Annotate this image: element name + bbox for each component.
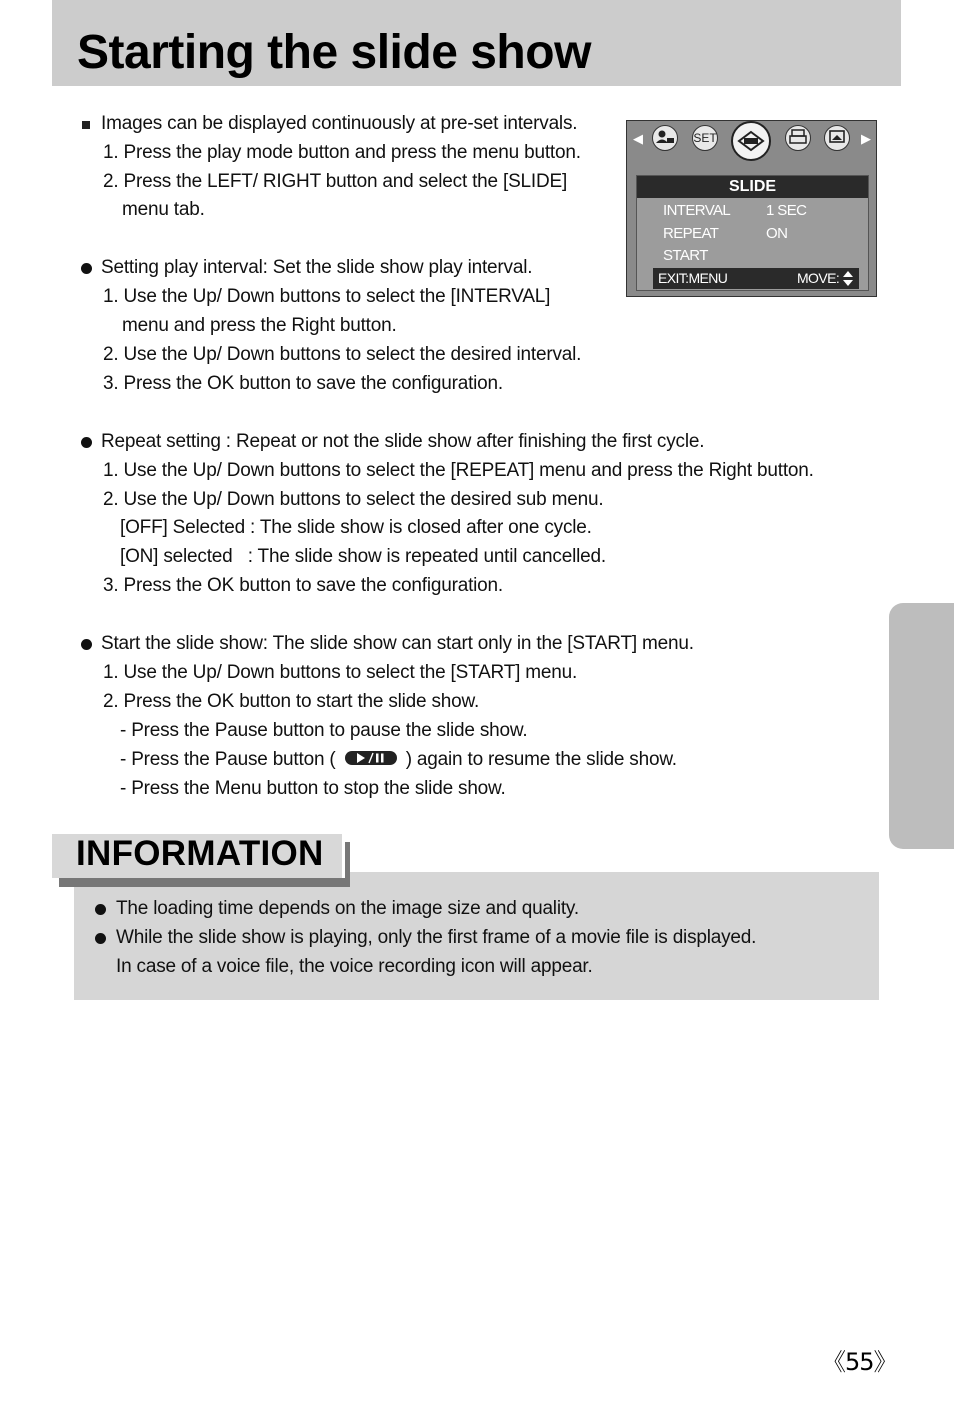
slide-menu-title: SLIDE: [637, 176, 868, 198]
repeat-step: 3. Press the OK button to save the configuration.: [103, 575, 503, 596]
camera-user-icon: [652, 125, 678, 151]
play-pause-icon: [345, 751, 397, 765]
left-arrow-icon: ◀: [633, 131, 643, 146]
side-tab: [889, 603, 954, 849]
start-step: 2. Press the OK button to start the slide show.: [103, 691, 480, 712]
round-bullet: [81, 437, 92, 448]
round-bullet: [81, 263, 92, 274]
exit-menu-label: EXIT:MENU: [658, 270, 728, 286]
title-bar: [52, 0, 901, 86]
interval-step: 1. Use the Up/ Down buttons to select the [INTERVAL]: [103, 286, 551, 307]
menu-option-start: START: [663, 247, 708, 264]
slide-menu-panel: [636, 175, 869, 291]
repeat-step: 2. Use the Up/ Down buttons to select the desired sub menu.: [103, 489, 604, 510]
repeat-on: [ON] selected : The slide show is repeated until cancelled.: [120, 546, 606, 567]
intro-step: 1. Press the play mode button and press the menu button.: [103, 142, 581, 163]
repeat-off: [OFF] Selected : The slide show is closed after one cycle.: [120, 517, 592, 538]
set-icon: SET: [692, 125, 718, 151]
interval-step: menu and press the Right button.: [122, 315, 397, 336]
menu-option-interval: INTERVAL: [663, 202, 731, 219]
interval-lead: Setting play interval: Set the slide show play interval.: [101, 257, 533, 278]
round-bullet: [81, 639, 92, 650]
square-bullet: [82, 121, 90, 129]
start-lead: Start the slide show: The slide show can start only in the [START] menu.: [101, 633, 694, 654]
interval-step: 3. Press the OK button to save the configuration.: [103, 373, 503, 394]
start-resume: [120, 749, 677, 771]
repeat-step: 1. Use the Up/ Down buttons to select the [REPEAT] menu and press the Right button.: [103, 460, 814, 481]
camera-lcd-screen: [626, 120, 877, 297]
intro-step: menu tab.: [122, 199, 205, 220]
print-icon: [785, 125, 811, 151]
round-bullet: [95, 904, 106, 915]
info-item: The loading time depends on the image size and quality.: [116, 898, 579, 919]
round-bullet: [95, 933, 106, 944]
lcd-footer: [653, 268, 859, 289]
intro-step: 2. Press the LEFT/ RIGHT button and select the [SLIDE]: [103, 171, 568, 192]
repeat-lead: Repeat setting : Repeat or not the slide show after finishing the first cycle.: [101, 431, 705, 452]
start-step: 1. Use the Up/ Down buttons to select the [START] menu.: [103, 662, 578, 683]
slide-menu-icon: [731, 121, 771, 161]
page-title: Starting the slide show: [77, 26, 591, 79]
intro-lead: Images can be displayed continuously at pre-set intervals.: [101, 113, 578, 134]
info-item: While the slide show is playing, only the first frame of a movie file is displayed.: [116, 927, 757, 948]
start-stop: - Press the Menu button to stop the slide show.: [120, 778, 506, 799]
interval-step: 2. Use the Up/ Down buttons to select the desired interval.: [103, 344, 582, 365]
info-item-continuation: In case of a voice file, the voice recording icon will appear.: [116, 956, 593, 977]
information-heading: INFORMATION: [76, 834, 324, 873]
menu-value-repeat: ON: [766, 225, 788, 242]
page-number: 《55》: [822, 1348, 897, 1376]
resume-text-before: - Press the Pause button (: [120, 749, 336, 770]
right-arrow-icon: ▶: [861, 131, 871, 146]
resume-text-after: ) again to resume the slide show.: [405, 749, 677, 770]
up-down-arrows-icon: [842, 270, 854, 293]
start-step: - Press the Pause button to pause the slide show.: [120, 720, 528, 741]
menu-value-interval: 1 SEC: [766, 202, 807, 219]
display-icon: [824, 125, 850, 151]
information-label: [52, 834, 345, 878]
menu-option-repeat: REPEAT: [663, 225, 719, 242]
move-label: MOVE:: [797, 270, 840, 286]
